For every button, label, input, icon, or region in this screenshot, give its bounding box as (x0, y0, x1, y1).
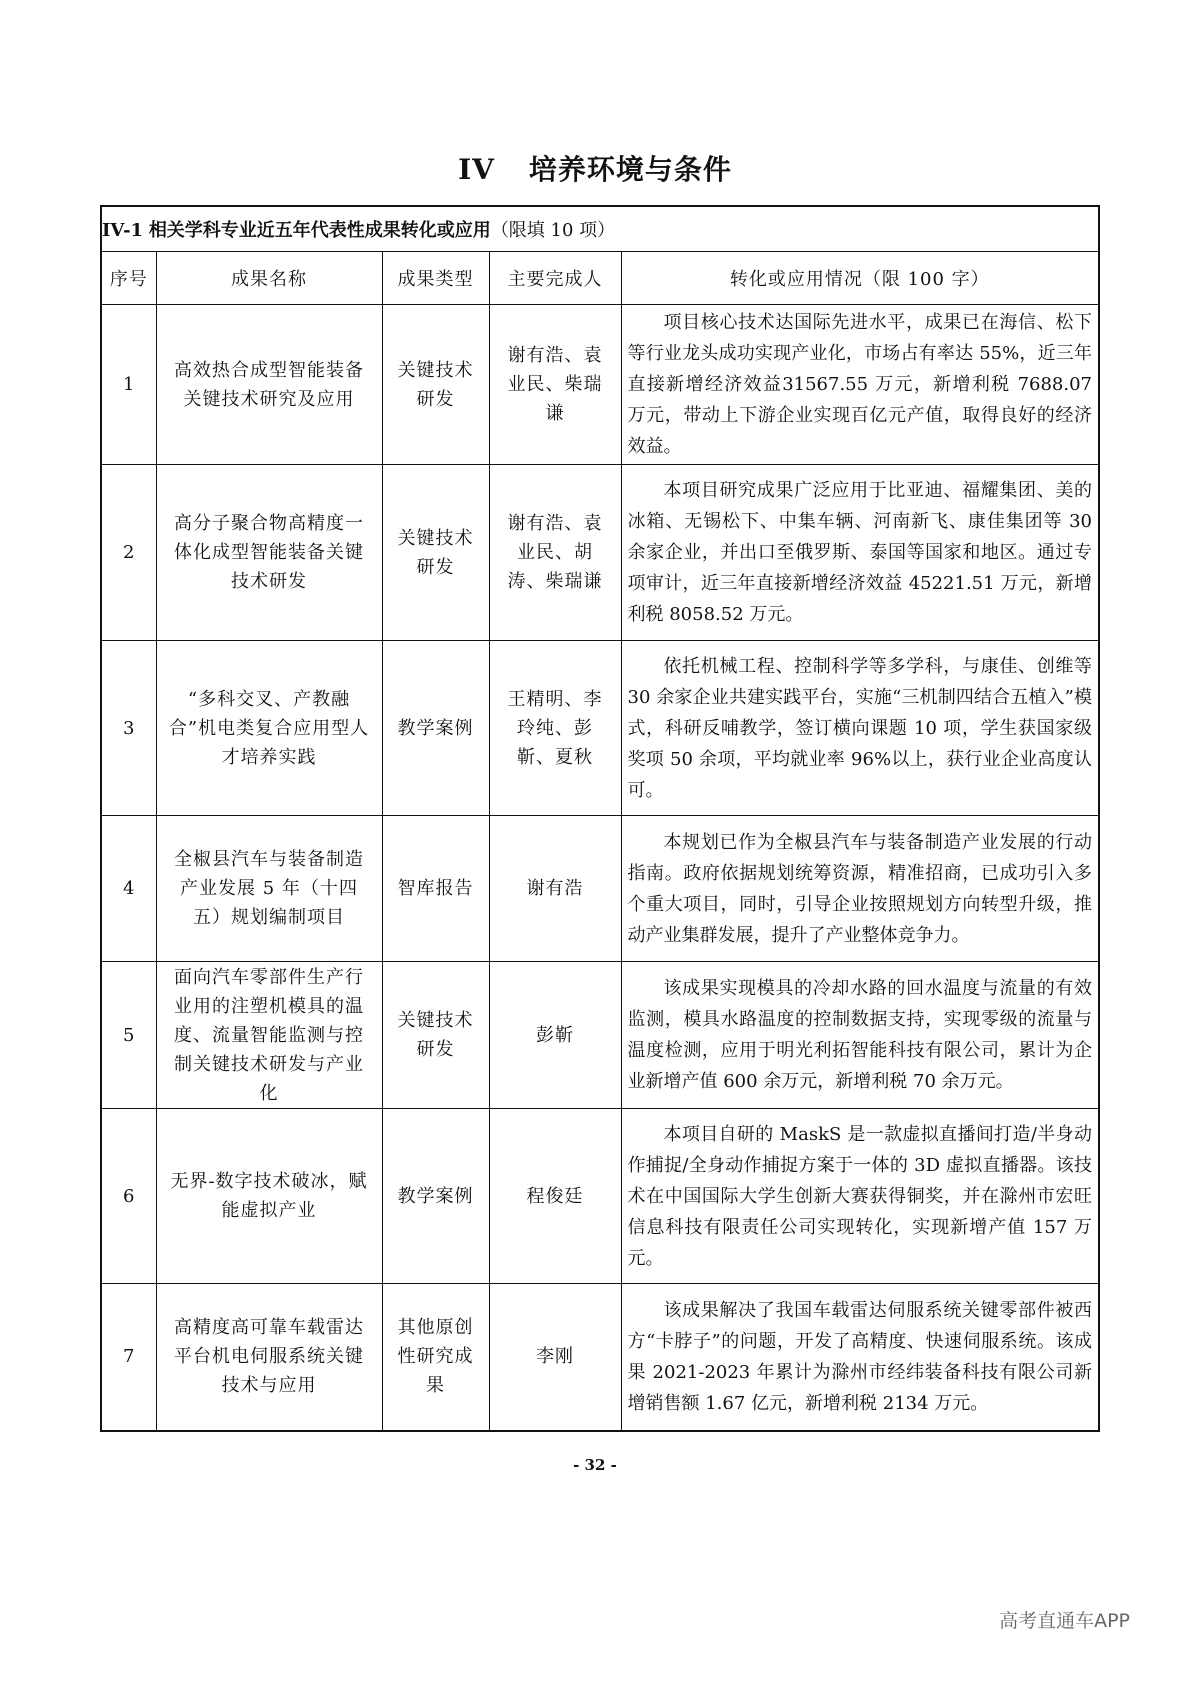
achievements-table (100, 205, 1100, 1432)
row-type: 智库报告 (382, 816, 489, 962)
row-desc-text: 依托机械工程、控制科学等多学科，与康佳、创维等 30 余家企业共建实践平台，实施“三机制四结合五植入”模式，科研反哺教学，签订横向课题 10 项，学生获国家级奖项 50 余项，平均就业率 96%以上，获行业企业高度认可。 (627, 655, 1093, 801)
row-type: 教学案例 (382, 1109, 489, 1284)
table-row (101, 641, 1099, 816)
row-people: 李刚 (489, 1284, 621, 1431)
section-header (101, 206, 1099, 252)
section-note: （限填 10 项） (490, 220, 616, 241)
section-header-row (101, 206, 1099, 252)
row-no: 7 (101, 1284, 156, 1431)
row-no: 4 (101, 816, 156, 962)
table-row (101, 1109, 1099, 1284)
row-desc-text: 该成果解决了我国车载雷达伺服系统关键零部件被西方“卡脖子”的问题，开发了高精度、快速伺服系统。该成果 2021-2023 年累计为滁州市经纬装备科技有限公司新增销售额 1.67 亿元，新增利税 2134 万元。 (627, 1299, 1093, 1414)
row-type: 其他原创性研究成果 (382, 1284, 489, 1431)
row-desc-text: 本规划已作为全椒县汽车与装备制造产业发展的行动指南。政府依据规划统筹资源，精准招商，已成功引入多个重大项目，同时，引导企业按照规划方向转型升级，推动产业集群发展，提升了产业整体竞争力。 (627, 831, 1093, 946)
section-code: IV-1 (102, 220, 144, 241)
header-desc: 转化或应用情况（限 100 字） (621, 252, 1099, 305)
row-people: 谢有浩、袁业民、柴瑞谦 (489, 305, 621, 465)
row-name: 高效热合成型智能装备关键技术研究及应用 (156, 305, 382, 465)
table-row (101, 816, 1099, 962)
section-title: 相关学科专业近五年代表性成果转化或应用 (148, 220, 491, 241)
row-desc (621, 1284, 1099, 1431)
row-name: “多科交叉、产教融合”机电类复合应用型人才培养实践 (156, 641, 382, 816)
header-no: 序号 (101, 252, 156, 305)
row-type: 教学案例 (382, 641, 489, 816)
header-name: 成果名称 (156, 252, 382, 305)
table-row (101, 1284, 1099, 1431)
row-no: 1 (101, 305, 156, 465)
row-no: 2 (101, 465, 156, 641)
page-title-roman: IV (458, 153, 495, 186)
page-title (0, 148, 1190, 188)
row-desc (621, 962, 1099, 1109)
row-desc (621, 465, 1099, 641)
row-no: 6 (101, 1109, 156, 1284)
row-type: 关键技术研发 (382, 305, 489, 465)
row-people: 程俊廷 (489, 1109, 621, 1284)
column-header-row (101, 252, 1099, 305)
row-desc (621, 816, 1099, 962)
row-type: 关键技术研发 (382, 962, 489, 1109)
row-desc (621, 1109, 1099, 1284)
table-row (101, 465, 1099, 641)
row-name: 高精度高可靠车载雷达平台机电伺服系统关键技术与应用 (156, 1284, 382, 1431)
row-desc-text: 该成果实现模具的冷却水路的回水温度与流量的有效监测，模具水路温度的控制数据支持，实现零级的流量与温度检测，应用于明光利拓智能科技有限公司，累计为企业新增产值 600 余万元，新增利税 70 余万元。 (627, 978, 1093, 1092)
row-no: 3 (101, 641, 156, 816)
row-people: 王精明、李玲纯、彭靳、夏秋 (489, 641, 621, 816)
row-desc-text: 项目核心技术达国际先进水平，成果已在海信、松下等行业龙头成功实现产业化，市场占有率达 55%，近三年直接新增经济效益31567.55 万元，新增利税 7688.07 万元，带动上下游企业实现百亿元产值，取得良好的经济效益。 (627, 312, 1093, 457)
row-desc-text: 本项目自研的 MaskS 是一款虚拟直播间打造/半身动作捕捉/全身动作捕捉方案于一体的 3D 虚拟直播器。该技术在中国国际大学生创新大赛获得铜奖，并在滁州市宏旺信息科技有限责任公司实现转化，实现新增产值 157 万元。 (627, 1123, 1093, 1269)
row-desc (621, 305, 1099, 465)
row-desc (621, 641, 1099, 816)
row-type: 关键技术研发 (382, 465, 489, 641)
watermark: 高考直通车APP (999, 1610, 1130, 1632)
row-name: 无界-数字技术破冰，赋能虚拟产业 (156, 1109, 382, 1284)
table-row (101, 962, 1099, 1109)
header-people: 主要完成人 (489, 252, 621, 305)
row-people: 谢有浩、袁业民、胡涛、柴瑞谦 (489, 465, 621, 641)
row-no: 5 (101, 962, 156, 1109)
page-number: - 32 - (573, 1456, 617, 1474)
table-row (101, 305, 1099, 465)
row-name: 面向汽车零部件生产行业用的注塑机模具的温度、流量智能监测与控制关键技术研发与产业化 (156, 962, 382, 1109)
row-name: 全椒县汽车与装备制造产业发展 5 年（十四五）规划编制项目 (156, 816, 382, 962)
page-title-text: 培养环境与条件 (528, 153, 732, 186)
row-people: 彭靳 (489, 962, 621, 1109)
header-type: 成果类型 (382, 252, 489, 305)
row-desc-text: 本项目研究成果广泛应用于比亚迪、福耀集团、美的冰箱、无锡松下、中集车辆、河南新飞、康佳集团等 30 余家企业，并出口至俄罗斯、泰国等国家和地区。通过专项审计，近三年直接新增经济效益 45221.51 万元，新增利税 8058.52 万元。 (627, 480, 1093, 625)
row-name: 高分子聚合物高精度一体化成型智能装备关键技术研发 (156, 465, 382, 641)
row-people: 谢有浩 (489, 816, 621, 962)
